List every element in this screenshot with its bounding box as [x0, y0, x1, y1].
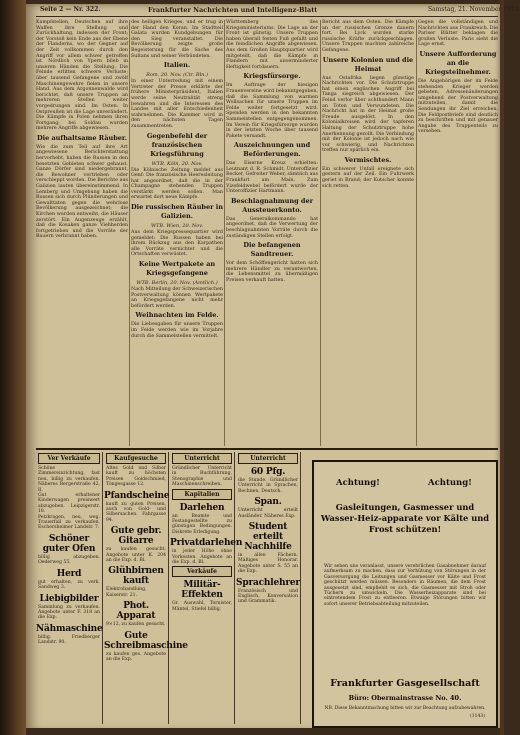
classified-ads-column-4 — [236, 452, 301, 724]
dateline: WTB. Köln, 20. Nov. — [151, 160, 203, 167]
article-text: Württemberg des Kriegsministeriums. Die Lage an der Front ist günstig. Unsere Truppen haben überall festen Fuß gefaßt und die feindlichen Angriffe abgewiesen. Aus dem Großen Hauptquartier wird mitgeteilt, daß die Kämpfe in Flandern mit unverminderter Heftigkeit fortdauern. — [226, 20, 318, 70]
ad-text: an Beamte und Festangestellte zu günstigen Bedingungen. Diskrete Erledigung. — [172, 513, 232, 535]
article-column-4 — [322, 20, 414, 446]
ad-category-header: Kaufgesuche — [106, 453, 166, 464]
ad-text: Gr. Auswahl, Tornister, Mäntel, Stiefel billig. — [172, 601, 232, 612]
masthead-title: Frankfurter Nachrichten und Intelligenz-Blatt — [148, 6, 318, 14]
dateline: Rom, 20. Nov. (Ctr. Bln.) — [146, 72, 208, 79]
page-number: Seite 2 — Nr. 322. — [40, 6, 101, 13]
ad-headline: Liebigbilder — [39, 593, 99, 604]
ad-headline: Schöner guter Ofen — [42, 533, 96, 554]
article-heading: Beschlagnahmung der Aussteuerkonto. — [230, 196, 314, 214]
article-column-3 — [226, 20, 318, 446]
ad-category-header: Verkäufe — [172, 566, 232, 577]
issue-date: Samstag, 21. November 1914. — [428, 6, 520, 13]
article-heading: Keine Wertpakete an Kriegsgefangene — [138, 260, 216, 278]
ad-text: Gut erhaltener Kinderwagen preiswert abzugeben. Leipzigerstr. 18. — [38, 493, 100, 515]
article-text: Das Generalkommando hat angeordnet, daß die Verwertung der beschlagnahmten Vorräte durch die zuständigen Stellen erfolgt. — [226, 216, 318, 239]
ad-attention-left: Achtung! — [336, 478, 380, 488]
ad-text: zu kaufen gesucht. Angebote unter K. 204 an die Exp. d. Bl. — [106, 547, 166, 564]
article-text: Die Kölnische Zeitung meldet aus Genf: Die französische Heeresleitung hat angeordnet, daß die in der Champagne stehenden Truppen verstärkt werden sollen. Man erwartet dort neue Kämpfe. — [131, 167, 223, 201]
article-heading: Die russischen Räuber in Galizien. — [131, 203, 223, 221]
ad-headline: Phot. Apparat — [116, 601, 156, 622]
article-text: Vor dem Schöffengericht hatten sich mehrere Händler zu verantworten, die Lebensmittel zu übermäßigen Preisen verkauft hatten. — [226, 261, 318, 283]
ad-category-header: Unterricht — [172, 453, 232, 464]
ad-text: die Stunde. Gründlicher Unterricht in Sprachen, Rechnen, Deutsch. — [238, 478, 298, 494]
ad-text: billig. Friedberger Landstr. 90. — [38, 634, 100, 646]
ad-text: Unterricht erteilt Ausländer. Näheres Exp. — [238, 508, 298, 519]
ad-text: 9×12, zu kaufen gesucht. — [106, 622, 166, 628]
dateline: WTB. Wien, 20. Nov. — [150, 223, 204, 230]
ad-text: Pelzkragen, neu, weg. Trauerfall zu verkaufen. Eschersheimer Landstr. 7. — [38, 514, 100, 531]
column-divider — [224, 20, 225, 446]
article-heading: Auszeichnungen und Beförderungen. — [233, 141, 311, 159]
article-column-5 — [418, 20, 498, 446]
ads-section-rule — [36, 448, 498, 450]
article-text: Kampfstellen, Deutschen auf ihre Waffen ihre Stellung und Zurückhaltung, indessen der Front; der Vorstoß kein Ende aus der Ebene der Flanderns, wo der Gegner auf der Zeit vollkommen durch den Angriff vor allem schwer getroffen ist. Nördlich von Ypern blieb in unseren Händen die Stellung. Die Feinde erlitten schwere Verluste; über tausend Gefangene und zwölf Maschinengewehre fielen in unsere Hand. Aus dem Argonnenwalde wird berichtet, daß unsere Truppen an mehreren Stellen weiter vorgedrungen sind. Im Osten: In Ostpreußen ist die Lage unverändert. Die Kämpfe in Polen nehmen ihren Fortgang; bei Soldau wurden mehrere Angriffe abgewiesen. — [36, 20, 128, 132]
article-column-2 — [131, 20, 223, 446]
classified-ads-column-2 — [104, 452, 188, 724]
article-text: Im Auftrage der hiesigen Frauenvereine wird bekanntgegeben, daß die Sammlung von warmen Wollsachen für unsere Truppen im Felde weiter fortgesetzt wird. Spenden werden in den bekannten Sammelstellen entgegengenommen. Im Verein für Kriegsfürsorge wurden in der letzten Woche über tausend Pakete versandt. — [226, 83, 318, 139]
ad-headline: Privatdarlehen — [170, 538, 243, 549]
ad-headline: Gute Schreibmaschine — [104, 630, 188, 651]
ad-text: Gründlicher Unterricht in Buchführung, Stenographie und Maschinenschreiben. — [172, 466, 232, 488]
ad-category-header: Kapitalien — [172, 489, 232, 500]
article-heading: Kriegsfürsorge. — [243, 72, 301, 81]
ad-attention-right: Achtung! — [428, 478, 472, 488]
article-text: Ein schwerer Unfall ereignete sich gestern auf der Zeil. Ein Fuhrwerk geriet in Brand; der Kutscher konnte sich retten. — [322, 166, 414, 189]
article-text: Die Liebesgaben für unsere Truppen im Felde werden wie im Vorjahre durch die Sammelstellen vermittelt. — [131, 322, 223, 339]
page-bottom-edge — [26, 728, 500, 735]
article-text: Das Eiserne Kreuz erhielten: Leutnant d. R. Schmidt, Unteroffizier Becker, Gefreiter Weber, sämtlich aus Frankfurt am Main. Zum Vizefeldwebel befördert wurde der Unteroffizier Hartmann. — [226, 161, 318, 195]
article-text: Gegen die vollständigen und Nachrichten aus Frankreich. Die Pariser Blätter beklagen die großen Verluste. Paris sieht die Lage ernst. — [418, 20, 498, 48]
ad-text: Sammlung zu verkaufen. Angebote unter F. 318 an die Exp. — [38, 604, 100, 621]
article-text: Die Angehörigen der im Felde stehenden Krieger werden gebeten, Adressenänderungen umgehend der Postverwaltung mitzuteilen, damit die Sendungen ihr Ziel erreichen. Die Feldpostbriefe sind deutlich zu beschriften und mit genauer Angabe des Truppenteils zu versehen. — [418, 78, 498, 135]
ad-number: (1143) — [470, 714, 485, 719]
ad-text: zu kaufen ges. Angebote an die Exp. — [106, 651, 166, 663]
ad-headline: Gasleitungen, Gasmesser und Wasser-Heiz-apparate vor Kälte und Frost schützen! — [320, 502, 490, 534]
ad-category-header: Unterricht — [238, 453, 298, 464]
ad-headline: Span. — [254, 497, 282, 508]
ad-headline: Darlehen — [179, 502, 225, 513]
ad-text: billig abzugeben. Oederweg 55. — [38, 554, 100, 566]
article-heading: Gegenbefehl der französischen Kriegsführung — [146, 131, 208, 158]
ad-footnote: NB. Diese Bekanntmachung bitten wir zur Beachtung aufzubewahren. — [324, 706, 486, 711]
dateline: WTB. Berlin, 20. Nov. (Amtlich.) — [136, 280, 218, 287]
article-heading: Die aufhaltsame Räuber. — [36, 133, 128, 142]
ad-text: Schöne Zimmereinrichtung, fast neu, billig zu verkaufen. Näheres Bergerstraße 42, II. — [38, 466, 100, 493]
ad-body-text: Wir sehen uns veranlasst, unsere verehrlichen Gasabnehmer darauf aufmerksam zu machen, dass zur Verhütung von Störungen in der Gasversorgung die Leitungen und Gasmesser vor Kälte und Frost geschützt werden müssen. Besonders in Räumen, die dem Frost ausgesetzt sind, empfiehlt es sich, die Gasmesser mit Stroh oder Tüchern zu umwickeln. Die Wasserheizapparate sind bei eintretendem Frost zu entleeren. Etwaige Störungen bitten wir sofort unserer Betriebsabteilung mitzuteilen. — [324, 564, 486, 607]
article-text: Bericht aus dem Osten. Die Kämpfe an der russischen Grenze dauern fort. Bei Lyck wurden starke russische Kräfte zurückgeschlagen. Unsere Truppen machten zahlreiche Gefangene. — [322, 20, 414, 53]
classified-ads-column-1 — [36, 452, 103, 724]
article-heading: Die befangenen Sandtreuer. — [243, 241, 301, 259]
article-heading: Vermischtes. — [344, 155, 392, 164]
ad-headline: Gute gebr. Gitarre — [110, 526, 162, 547]
ad-headline: Sprachlehrer — [236, 577, 300, 588]
column-divider — [320, 20, 321, 446]
article-text: Nach Mitteilung der Schweizerischen Postverwaltung können Wertpakete an Kriegsgefangene nicht mehr befördert werden. — [131, 287, 223, 309]
article-heading: Weihnachten im Felde. — [135, 311, 219, 320]
ad-category-header: Ver Verkäufe — [38, 453, 100, 464]
ad-company-name: Frankfurter Gasgesellschaft — [330, 678, 480, 689]
article-column-1 — [36, 20, 128, 446]
ad-headline: Pfandscheine — [104, 490, 170, 501]
gas-company-advertisement — [312, 460, 498, 728]
ad-address: Büro: Obermainstrasse No. 40. — [348, 694, 462, 702]
article-text: In einer Unterredung mit einem Vertreter der Presse erklärte der frühere Ministerpräsident, Italien werde seine Neutralität streng bewahren und die Interessen des Landes mit aller Entschiedenheit wahrnehmen. Die Kammer wird in den nächsten Tagen zusammentreten. — [131, 79, 223, 129]
article-heading: Unsere Kolonien und die Heimat — [322, 55, 414, 73]
column-divider — [129, 20, 130, 446]
ad-text: Elektrohandlung, Kaiserstr. 21. — [106, 587, 147, 598]
article-text: Aus Ostafrika liegen günstige Nachrichten vor. Die Schutztruppe hat einen englischen Angriff bei Tanga siegreich abgewiesen. Der Feind verlor über achthundert Mann an Toten und Verwundeten. Die Nachricht hat in der Heimat große Freude ausgelöst. In den Kolonialkreisen wird der tapferen Haltung der Schutztruppe hohe Anerkennung gezollt. Die Verbindung mit der Kolonie ist jedoch nach wie vor schwierig, und Nachrichten treffen nur spärlich ein. — [322, 75, 414, 154]
article-text: Wie die zum Teil auf ihre Art angewiesene Berichterstattung hervorhebt, haben die Russen in den besetzten Gebieten schwer gehaust. Ganze Dörfer sind niedergebrannt, die Bewohner vertrieben oder verschleppt worden. Die Berichte aus Galizien lauten übereinstimmend. In Lemberg und Umgebung haben die Russen sich durch Plünderungen und Gewalttaten gegen die wehrlose Bevölkerung ausgezeichnet; die Kirchen wurden entweiht, die Häuser zerstört. Ein Augenzeuge erzählt, daß die Kosaken ganze Viehherden fortgetrieben und die Vorräte der Bauern verbrannt haben. — [36, 144, 128, 240]
article-text: des heiligen Krieges, und er trug in der Hand den Koran. Im Stadtteil Galata wurden Kundgebungen für den Sieg veranstaltet. Die Bevölkerung zeigte große Begeisterung für die Sache des Sultans und seiner Verbündeten. — [131, 20, 223, 59]
ad-text: kauft zu guten Preisen, auch von Gold- und Silbersachen. Fahrgasse 94. — [106, 501, 166, 523]
ad-headline: Herd — [56, 568, 82, 579]
ad-headline: Student erteilt Nachhilfe — [244, 522, 292, 553]
ad-text: in allen Fächern. Mäßiges Honorar. Angebote unter S. 55 an die Exp. — [238, 553, 298, 575]
page-edge — [500, 0, 504, 735]
ad-text: gut erhalten, zu verk. Sandweg 3. — [38, 579, 100, 591]
ad-text: in jeder Höhe ohne Vorkosten. Angebote an die Exp. d. Bl. — [172, 549, 232, 566]
classified-ads-column-3 — [170, 452, 243, 724]
article-heading: Italien. — [163, 61, 191, 70]
article-heading: Unsere Aufforderung an die Kriegsteilnehmer. — [419, 49, 497, 76]
ad-headline: Glühbirnen kauft — [108, 566, 164, 587]
article-text: Aus dem Kriegspressequartier wird gemeldet: Die Russen haben bei ihrem Rückzug aus den Karpathen alle Vorräte vernichtet und die Ortschaften verwüstet. — [131, 230, 223, 258]
ad-text: Altes Gold und Silber kauft zu höchsten Preisen Goldschmied, Töngesgasse 12. — [106, 466, 166, 488]
book-binding — [0, 0, 26, 735]
ad-headline: Nähmaschine — [36, 623, 103, 634]
column-divider — [416, 20, 417, 446]
ad-text: Französisch und Englisch, Konversation und Grammatik. — [238, 588, 298, 605]
ad-headline: 60 Pfg. — [250, 467, 286, 477]
ad-headline: Militär-Effekten — [181, 580, 223, 601]
header-rule — [36, 16, 498, 17]
